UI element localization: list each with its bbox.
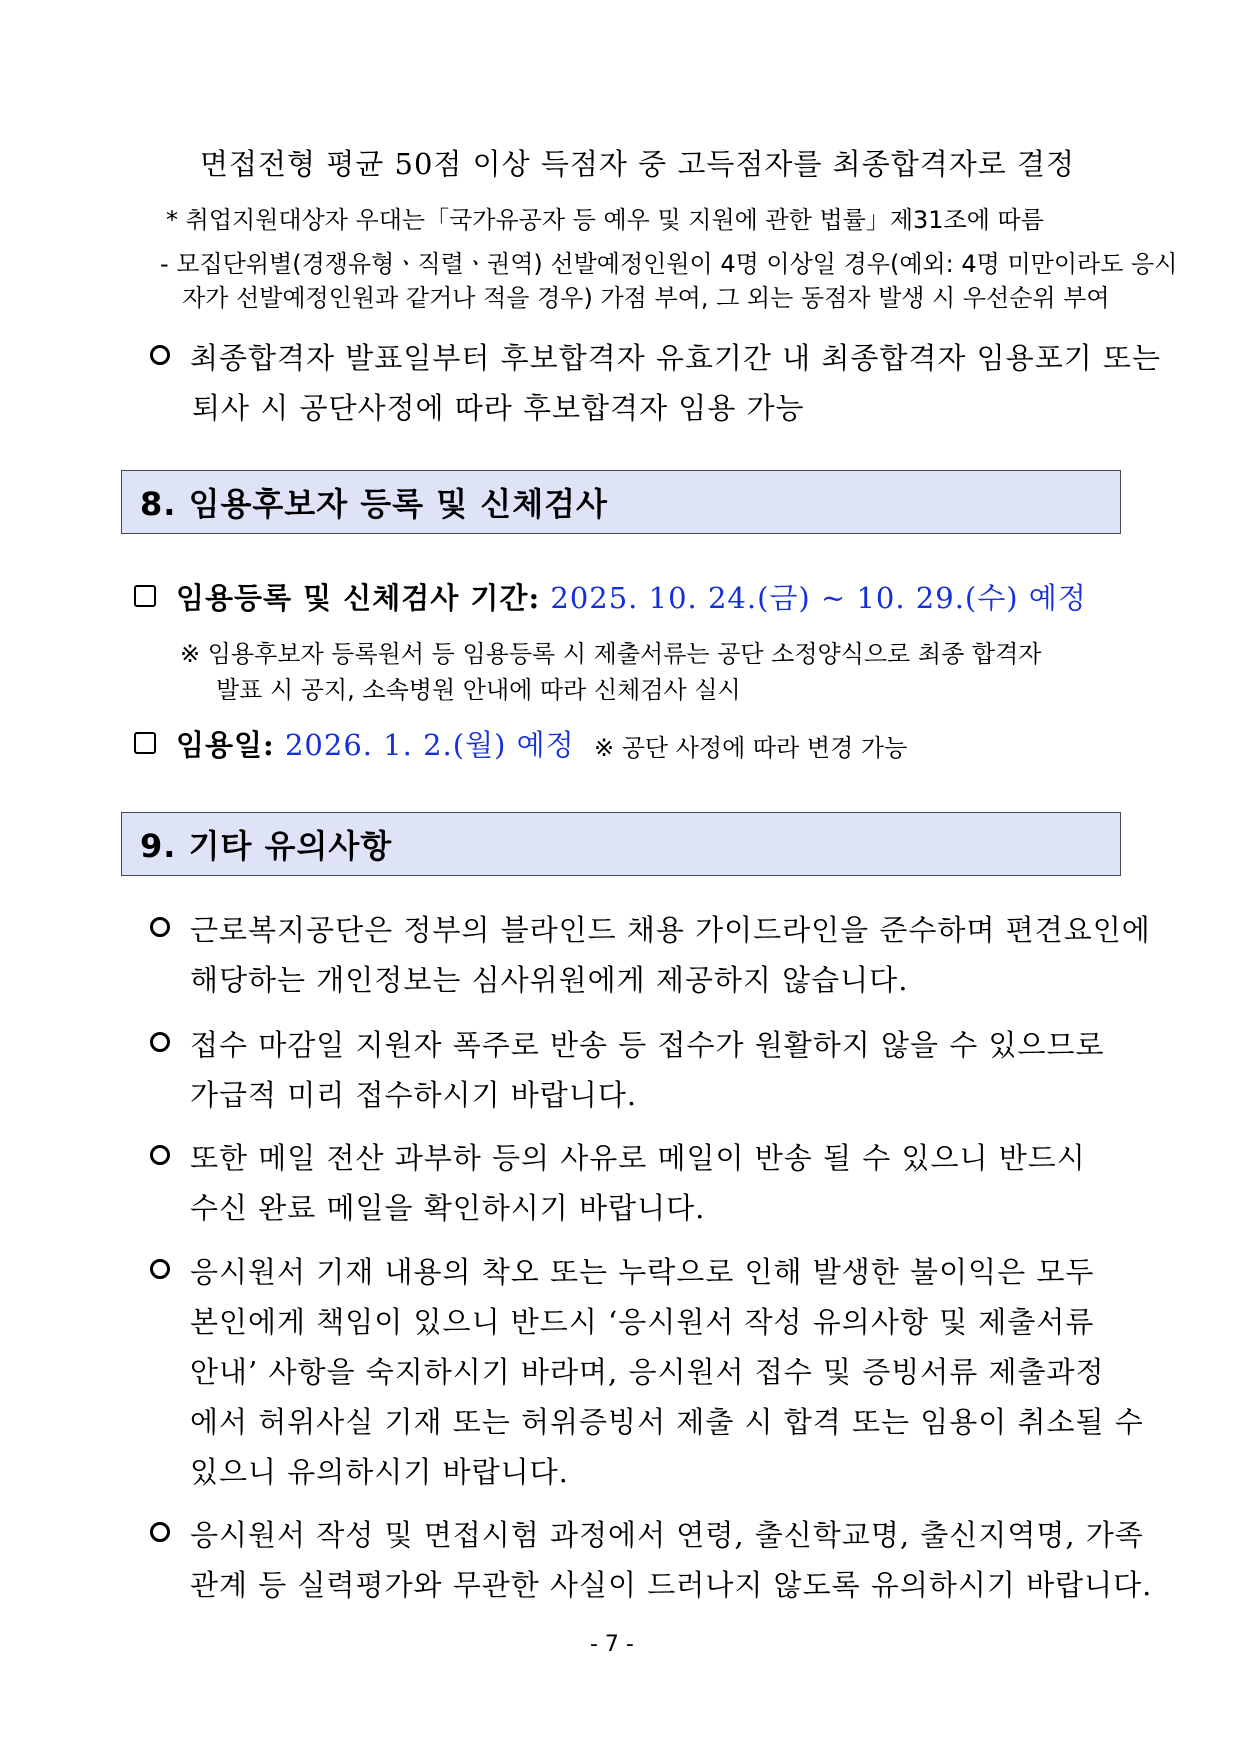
appointment-date-value: 2026. 1. 2.(월) 예정: [284, 728, 575, 762]
circle-bullet-icon: [150, 1259, 170, 1279]
notice-line: 있으니 유의하시기 바랍니다.: [190, 1455, 569, 1489]
section-9-header: [121, 812, 1121, 876]
notice-line: 안내’ 사항을 숙지하시기 바라며, 응시원서 접수 및 증빙서류 제출과정: [190, 1355, 1105, 1389]
checkbox-square-icon: [134, 732, 156, 754]
notice-line: 에서 허위사실 기재 또는 허위증빙서 제출 시 합격 또는 임용이 취소될 수: [190, 1405, 1144, 1439]
notice-line: 또한 메일 전산 과부하 등의 사유로 메일이 반송 될 수 있으니 반드시: [190, 1141, 1086, 1175]
bullet-text-line: 최종합격자 발표일부터 후보합격자 유효기간 내 최종합격자 임용포기 또는: [190, 341, 1161, 375]
registration-note-line-1: ※ 임용후보자 등록원서 등 임용등록 시 제출서류는 공단 소정양식으로 최종 합격자: [180, 640, 1042, 668]
appointment-date-note: ※ 공단 사정에 따라 변경 가능: [594, 734, 908, 762]
checkbox-square-icon: [134, 585, 156, 607]
notice-line: 해당하는 개인정보는 심사위원에게 제공하지 않습니다.: [190, 963, 909, 997]
section-9-title: 9. 기타 유의사항: [140, 827, 393, 865]
registration-period-value: 2025. 10. 24.(금) ~ 10. 29.(수) 예정: [550, 581, 1087, 615]
circle-bullet-icon: [150, 1032, 170, 1052]
notice-line: 수신 완료 메일을 확인하시기 바랍니다.: [190, 1191, 706, 1225]
page-number: - 7 -: [590, 1632, 634, 1657]
notice-line: 응시원서 기재 내용의 착오 또는 누락으로 인해 발생한 불이익은 모두: [190, 1255, 1095, 1289]
registration-period-label: 임용등록 및 신체검사 기간:: [176, 581, 541, 615]
bonus-note-line-2: 자가 선발예정인원과 같거나 적을 경우) 가점 부여, 그 외는 동점자 발생 시 우선순위 부여: [182, 284, 1110, 312]
registration-note-line-2: 발표 시 공지, 소속병원 안내에 따라 신체검사 실시: [216, 676, 741, 704]
section-8-title: 8. 임용후보자 등록 및 신체검사: [140, 485, 608, 523]
registration-period: [176, 576, 1087, 617]
bullet-text-line: 퇴사 시 공단사정에 따라 후보합격자 임용 가능: [192, 391, 805, 425]
circle-bullet-icon: [150, 1522, 170, 1542]
notice-line: 본인에게 책임이 있으니 반드시 ‘응시원서 작성 유의사항 및 제출서류: [190, 1305, 1095, 1339]
bonus-note-line-1: - 모집단위별(경쟁유형ㆍ직렬ㆍ권역) 선발예정인원이 4명 이상일 경우(예외: 4명 미만이라도 응시: [160, 250, 1178, 278]
notice-line: 근로복지공단은 정부의 블라인드 채용 가이드라인을 준수하며 편견요인에: [190, 913, 1151, 947]
decision-text: 면접전형 평균 50점 이상 득점자 중 고득점자를 최종합격자로 결정: [200, 147, 1076, 181]
circle-bullet-icon: [150, 345, 170, 365]
notice-line: 가급적 미리 접수하시기 바랍니다.: [190, 1078, 638, 1112]
appointment-date: [176, 723, 575, 764]
circle-bullet-icon: [150, 1145, 170, 1165]
appointment-date-label: 임용일:: [176, 728, 275, 762]
section-8-header: [121, 470, 1121, 534]
notice-line: 응시원서 작성 및 면접시험 과정에서 연령, 출신학교명, 출신지역명, 가족: [190, 1518, 1144, 1552]
notice-line: 관계 등 실력평가와 무관한 사실이 드러나지 않도록 유의하시기 바랍니다.: [190, 1568, 1153, 1602]
circle-bullet-icon: [150, 917, 170, 937]
notice-line: 접수 마감일 지원자 폭주로 반송 등 접수가 원활하지 않을 수 있으므로: [190, 1028, 1105, 1062]
preference-note: * 취업지원대상자 우대는「국가유공자 등 예우 및 지원에 관한 법률」제31조에 따름: [166, 206, 1044, 234]
